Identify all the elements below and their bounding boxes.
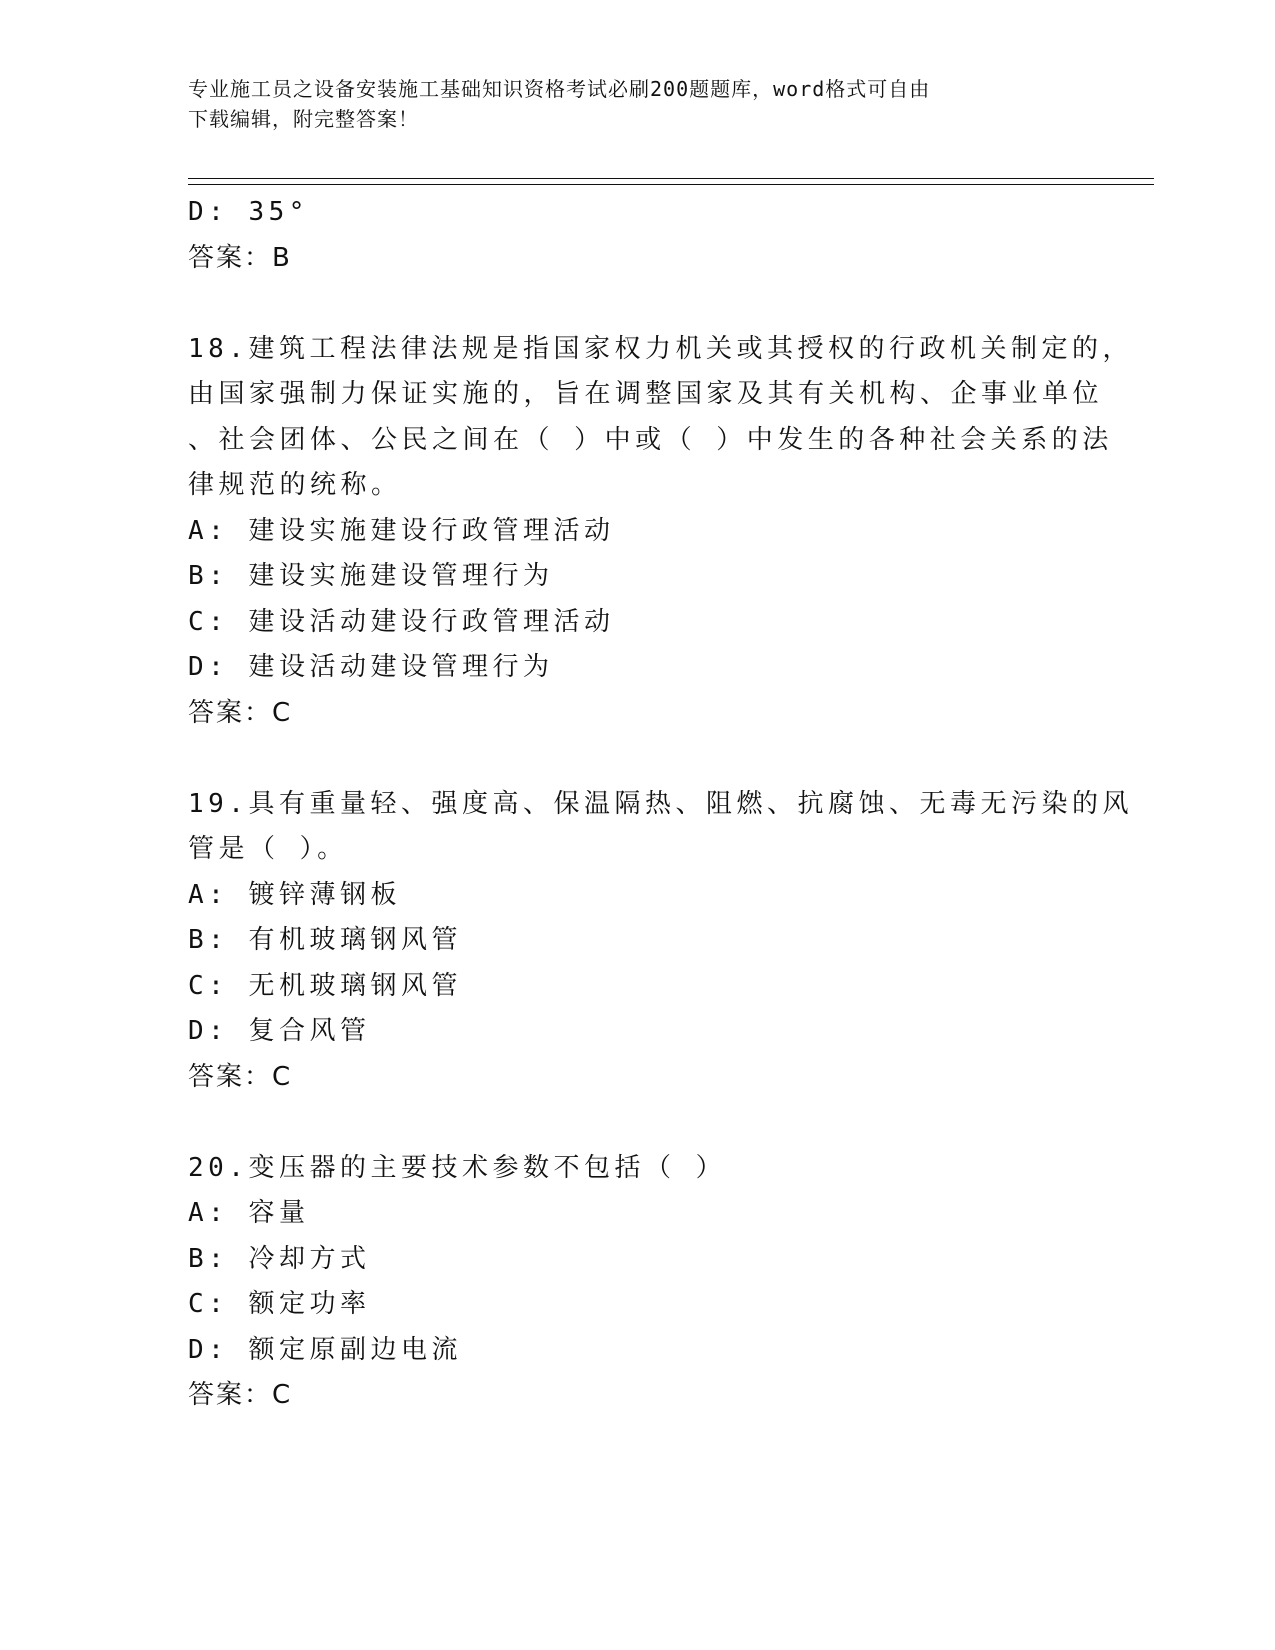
option-c: C: 无机玻璃钢风管: [188, 970, 462, 1001]
option-b: B: 冷却方式: [188, 1243, 371, 1274]
question-content: [188, 190, 1133, 1419]
header-rule-bottom: [188, 184, 1154, 185]
spacer: [188, 736, 1088, 782]
prev-answer: 答案：B: [188, 242, 292, 273]
question-text-line: 律规范的统称。: [188, 470, 402, 500]
option-c: C: 额定功率: [188, 1289, 371, 1319]
prev-option-d: D: 35°: [188, 197, 309, 227]
answer: 答案：C: [188, 1380, 293, 1410]
spacer: [188, 281, 1088, 327]
option-c: C: 建设活动建设行政管理活动: [188, 606, 615, 637]
answer: 答案：C: [188, 1061, 293, 1092]
option-b: B: 建设实施建设管理行为: [188, 561, 554, 591]
question-text-line: 管是（ ）。: [188, 834, 348, 864]
question-19: [188, 782, 1133, 1101]
question-20: [188, 1146, 1088, 1419]
answer: 答案：C: [188, 697, 293, 728]
header-line-2: 下载编辑，附完整答案！: [188, 107, 419, 131]
option-a: A: 容量: [188, 1198, 310, 1228]
question-18: [188, 327, 1133, 737]
question-text-line: 19.具有重量轻、强度高、保温隔热、阻燃、抗腐蚀、无毒无污染的风: [188, 788, 1133, 819]
question-text-line: 、社会团体、公民之间在（ ）中或（ ）中发生的各种社会关系的法: [188, 424, 1113, 455]
page-header: [188, 74, 1088, 134]
option-b: B: 有机玻璃钢风管: [188, 925, 462, 955]
option-a: A: 建设实施建设行政管理活动: [188, 515, 615, 546]
option-d: D: 额定原副边电流: [188, 1334, 462, 1365]
header-rule-top: [188, 178, 1154, 179]
header-line-1: 专业施工员之设备安装施工基础知识资格考试必刷200题题库，word格式可自由: [188, 77, 931, 101]
question-text-line: 由国家强制力保证实施的，旨在调整国家及其有关机构、企事业单位: [188, 379, 1104, 409]
question-text-line: 18.建筑工程法律法规是指国家权力机关或其授权的行政机关制定的，: [188, 333, 1133, 364]
option-d: D: 建设活动建设管理行为: [188, 652, 554, 682]
spacer: [188, 1100, 1088, 1146]
option-a: A: 镀锌薄钢板: [188, 879, 401, 910]
question-text-line: 20.变压器的主要技术参数不包括（ ）: [188, 1152, 727, 1183]
option-d: D: 复合风管: [188, 1016, 371, 1046]
